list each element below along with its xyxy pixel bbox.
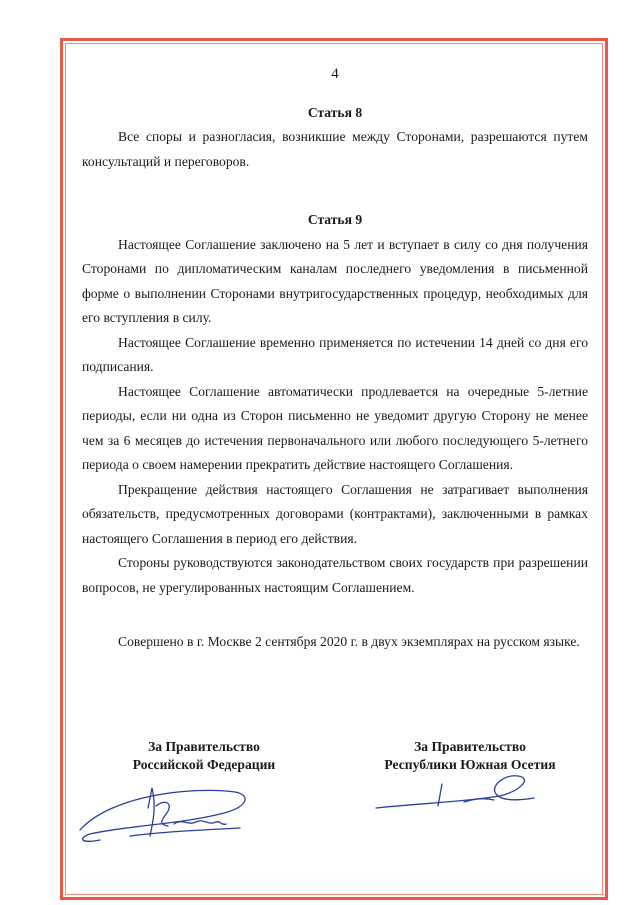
closing-statement: Совершено в г. Москве 2 сентября 2020 г. в двух экземплярах на русском языке. [118,634,580,649]
article-9-paragraph-4: Прекращение действия настоящего Соглашения не затрагивает выполнения обязательств, предусмотренных договорами (контрактами), заключенными в рамках настоящего Соглашения в период его действия. [82,481,588,546]
signature-left-line1: За Правительство [148,739,260,754]
spacer [82,174,588,208]
signature-right-line2: Республики Южная Осетия [384,757,556,772]
article-8-paragraph-1: Все споры и разногласия, возникшие между Сторонами, разрешаются путем консультаций и переговоров. [82,129,588,169]
spacer [82,600,588,630]
signature-left-caption [104,738,304,774]
signature-right-handwriting [372,772,542,822]
page-number: 4 [331,66,339,82]
signature-left-handwriting [70,778,260,858]
article-9-paragraph-5: Стороны руководствуются законодательством своих государств при разрешении вопросов, не урегулированных настоящим Соглашением. [82,555,588,595]
article-9-paragraph-3: Настоящее Соглашение автоматически продлевается на очередные 5-летние периоды, если ни одна из Сторон письменно не уведомит другую Сторону не менее чем за 6 месяцев до истечения первоначального или любого последующего 5-летнего периода о своем намерении прекратить действие настоящего Соглашения. [82,383,588,472]
article-9-paragraph-1: Настоящее Соглашение заключено на 5 лет и вступает в силу со дня получения Сторонами по дипломатическим каналам последнего уведомления в письменной форме о выполнении Сторонами внутригосударственных процедур, необходимых для его вступления в силу. [82,236,588,325]
signature-right-line1: За Правительство [414,739,526,754]
signature-left-line2: Российской Федерации [132,757,276,772]
article-9-heading: Статья 9 [307,212,363,227]
document-body [82,62,588,655]
signature-right-caption [350,738,590,774]
article-9-paragraph-2: Настоящее Соглашение временно применяется по истечении 14 дней со дня его подписания. [82,334,588,374]
article-8-heading: Статья 8 [307,104,363,120]
